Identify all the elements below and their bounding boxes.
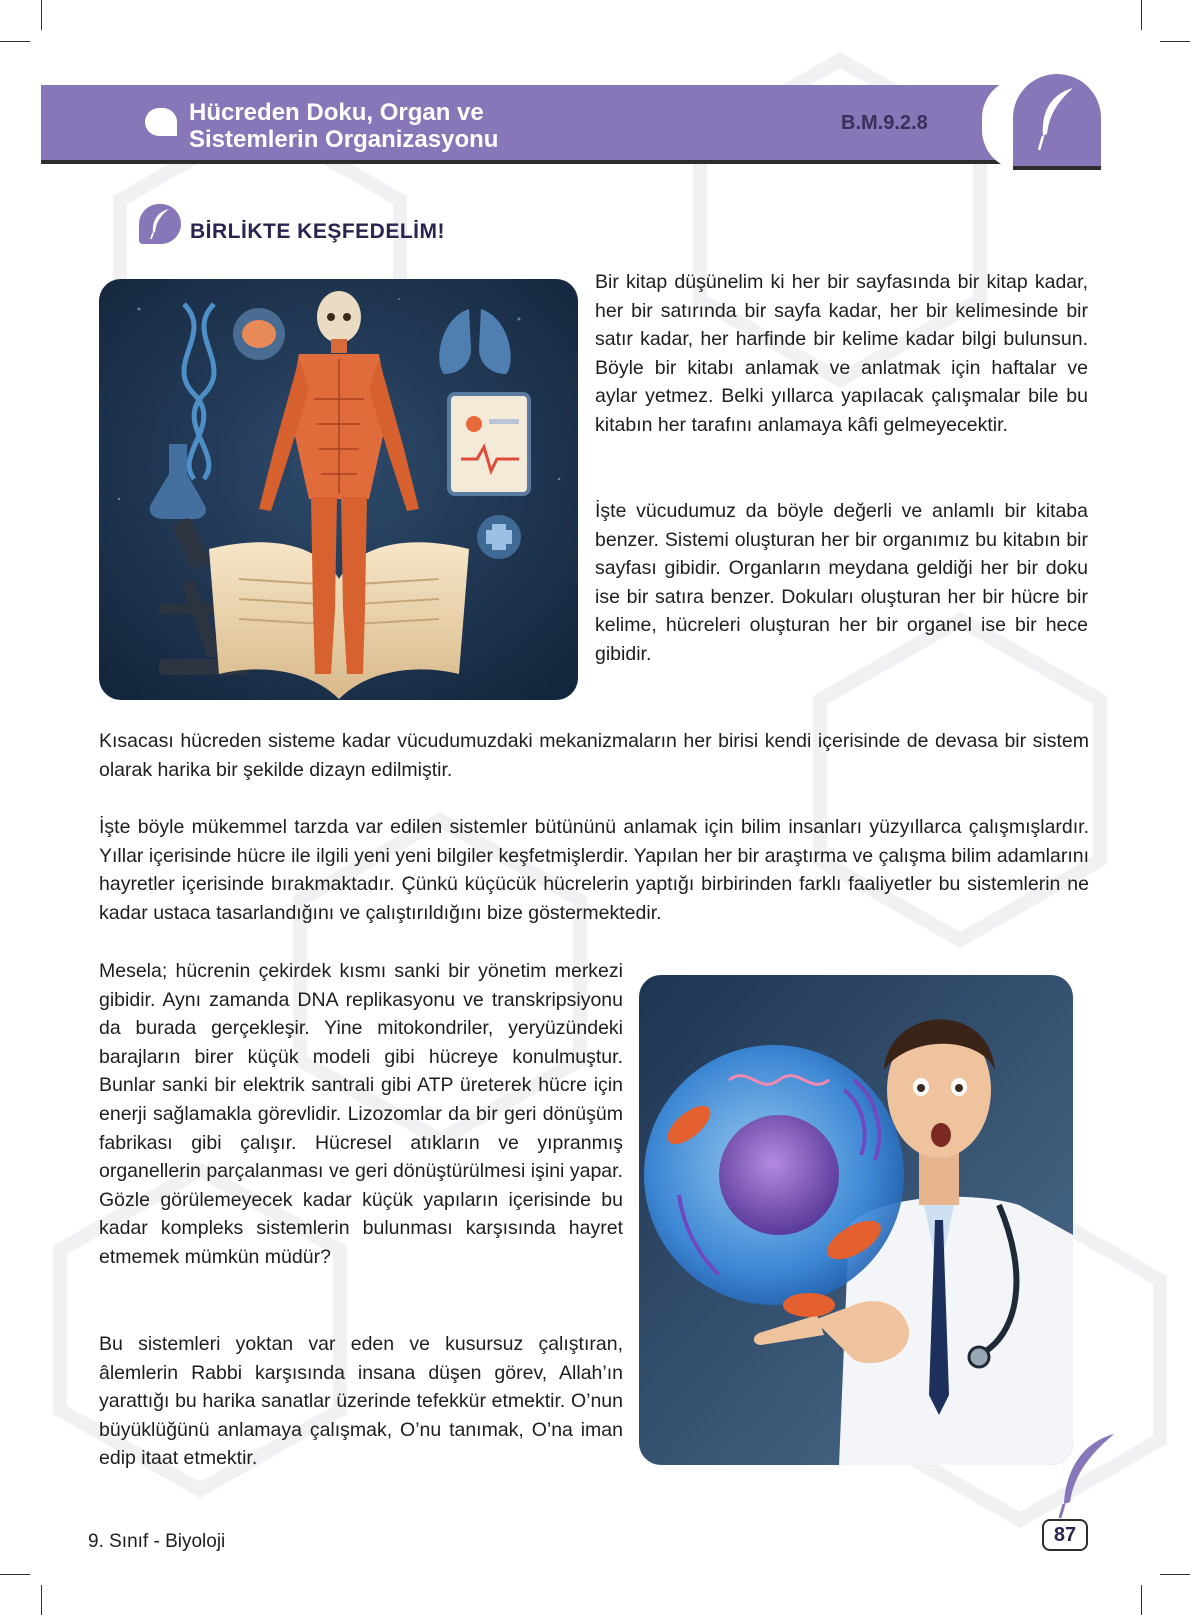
paragraph-body-as-book: İşte vücudumuz da böyle değerli ve anlamlı bir kitaba benzer. Sistemi oluşturan her bir organımız bu kitabın bir sayfası gibidir. Organların meydana geldiği her bir doku ise bir satıra benzer. Dokuları oluşturan her bir hücre bir kelime, hücreleri oluşturan her bir organel ise bir hece gibidir. bbox=[595, 500, 1088, 665]
paragraph-conclusion: Bu sistemleri yoktan var eden ve kusursuz çalıştıran, âlemlerin Rabbi karşısında insana düşen görev, Allah’ın yarattığı bu harika sanatlar üzerinde tefekkür etmektir. O’nun büyüklüğünü anlamaya çalışmak, O’nu tanımak, O’na iman edip itaat etmektir. bbox=[99, 1333, 623, 1470]
footer-course: 9. Sınıf - Biyoloji bbox=[88, 1531, 226, 1552]
paragraph-summary: Kısacası hücreden sisteme kadar vücudumuzdaki mekanizmaların her birisi kendi içerisinde de devasa bir sistem olarak harika bir şekilde dizayn edilmiştir. bbox=[99, 730, 1089, 781]
section-title: BİRLİKTE KEŞFEDELİM! bbox=[190, 220, 445, 243]
curriculum-code: B.M.9.2.8 bbox=[841, 112, 928, 134]
quill-icon bbox=[149, 208, 173, 240]
header-emblem bbox=[1013, 74, 1101, 170]
anatomy-book-illustration bbox=[99, 279, 578, 700]
header-underline bbox=[41, 160, 1001, 164]
chapter-title-line-1: Hücreden Doku, Organ ve bbox=[189, 99, 484, 126]
clipboard-icon bbox=[449, 394, 529, 494]
quill-icon bbox=[1035, 86, 1079, 152]
page-number: 87 bbox=[1042, 1519, 1088, 1551]
section-icon bbox=[139, 204, 181, 244]
paragraph-book-analogy: Bir kitap düşünelim ki her bir sayfasında bir kitap kadar, her bir satırında bir sayfa kadar, her bir kelimesinde bir satır kadar, her harfinde bir kelime kadar bilgi bulunsun. Böyle bir kitabı anlamak ve anlatmak için haftalar ve aylar yetmez. Belki yıllarca yapılacak çalışmalar bile bu kitabın her tarafını anlamaya kâfi gelmeyecektir. bbox=[595, 271, 1088, 436]
paragraph-organelles: Mesela; hücrenin çekirdek kısmı sanki bir yönetim merkezi gibidir. Aynı zamanda DNA replikasyonu ve transkripsiyonu da burada gerçekleşir. Yine mitokondriler, yeryüzündeki barajların birer küçük modeli gibi hücreye konulmuştur. Bunlar sanki bir elektrik santrali gibi ATP üreterek hücre için enerji sağlamakla görevlidir. Lizozomlar da bir geri dönüşüm fabrikası gibi çalışır. Hücresel atıkların ve yıpranmış organellerin parçalanması ve geri dönüştürülmesi işini yapar. Gözle görülemeyecek kadar küçük yapıların içerisinde bu kadar kompleks sistemlerin bulunması karşısında hayret etmemek mümkün müdür? bbox=[99, 960, 623, 1268]
quill-icon bbox=[1048, 1432, 1118, 1522]
chapter-title-line-2: Sistemlerin Organizasyonu bbox=[189, 126, 499, 153]
chapter-title bbox=[189, 99, 609, 153]
header-bullet-icon bbox=[145, 108, 177, 136]
paragraph-scientists: İşte böyle mükemmel tarzda var edilen sistemler bütününü anlamak için bilim insanları yüzyıllarca çalışmışlardır. Yıllar içerisinde hücre ile ilgili yeni yeni bilgiler keşfetmişlerdir. Yapılan her bir araştırma ve çalışma bilim adamlarını hayretler içerisinde bırakmaktadır. Çünkü küçücük hücrelerin yaptığı birbirinden farklı faaliyetler bu sistemlerin ne kadar ustaca tasarlandığını ve çalıştırıldığını bize göstermektedir. bbox=[99, 816, 1089, 924]
scientist-cell-illustration bbox=[639, 975, 1073, 1465]
